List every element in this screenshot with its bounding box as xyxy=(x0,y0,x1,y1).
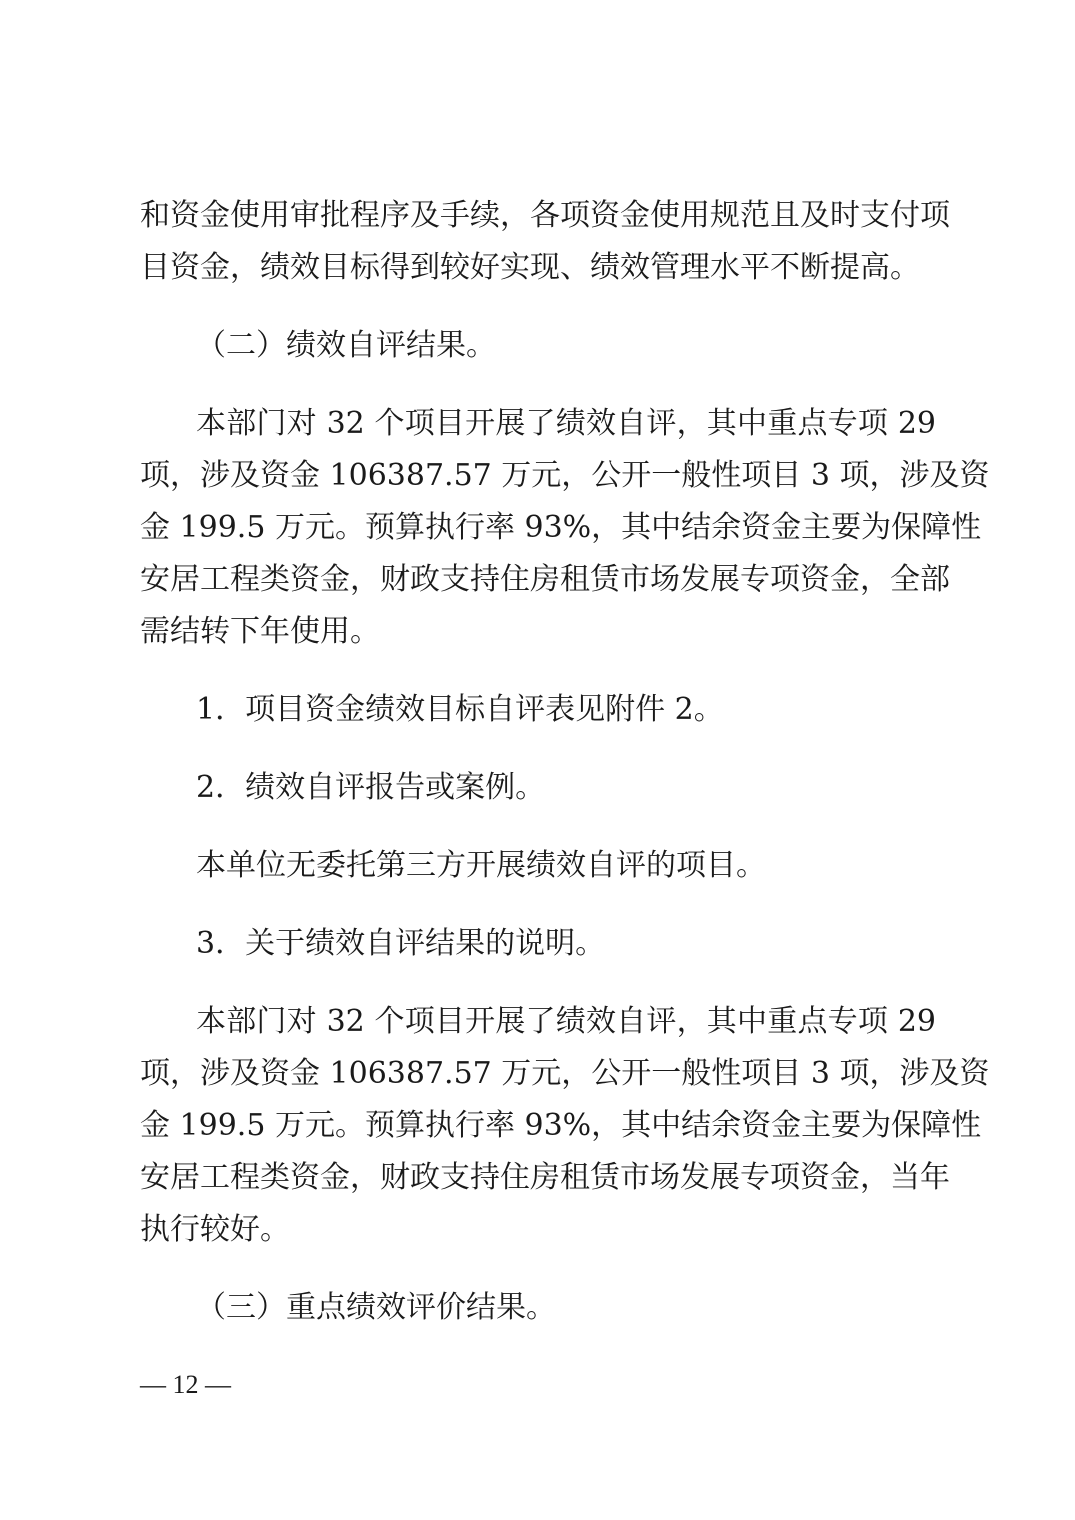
body-text-line: 本部门对 32 个项目开展了绩效自评，其中重点专项 29 xyxy=(196,1004,936,1039)
body-text-line: 和资金使用审批程序及手续，各项资金使用规范且及时支付项 xyxy=(140,198,950,233)
body-text-line: 安居工程类资金，财政支持住房租赁市场发展专项资金，全部 xyxy=(140,562,950,597)
list-item: 2．绩效自评报告或案例。 xyxy=(196,770,546,805)
body-text-line: 项，涉及资金 106387.57 万元，公开一般性项目 3 项，涉及资 xyxy=(140,458,990,493)
body-text-line: 执行较好。 xyxy=(140,1212,290,1247)
section-heading: （三）重点绩效评价结果。 xyxy=(196,1290,556,1325)
list-item: 1．项目资金绩效目标自评表见附件 2。 xyxy=(196,692,724,727)
body-text-line: 安居工程类资金，财政支持住房租赁市场发展专项资金，当年 xyxy=(140,1160,950,1195)
page-number: — 12 — xyxy=(140,1370,231,1399)
body-text-line: 金 199.5 万元。预算执行率 93%，其中结余资金主要为保障性 xyxy=(140,1108,982,1143)
body-text-line: 本单位无委托第三方开展绩效自评的项目。 xyxy=(196,848,766,883)
body-text-line: 目资金，绩效目标得到较好实现、绩效管理水平不断提高。 xyxy=(140,250,920,285)
body-text-line: 项，涉及资金 106387.57 万元，公开一般性项目 3 项，涉及资 xyxy=(140,1056,990,1091)
section-heading: （二）绩效自评结果。 xyxy=(196,328,496,363)
list-item: 3．关于绩效自评结果的说明。 xyxy=(196,926,606,961)
body-text-line: 需结转下年使用。 xyxy=(140,614,380,649)
body-text-line: 金 199.5 万元。预算执行率 93%，其中结余资金主要为保障性 xyxy=(140,510,982,545)
body-text-line: 本部门对 32 个项目开展了绩效自评，其中重点专项 29 xyxy=(196,406,936,441)
